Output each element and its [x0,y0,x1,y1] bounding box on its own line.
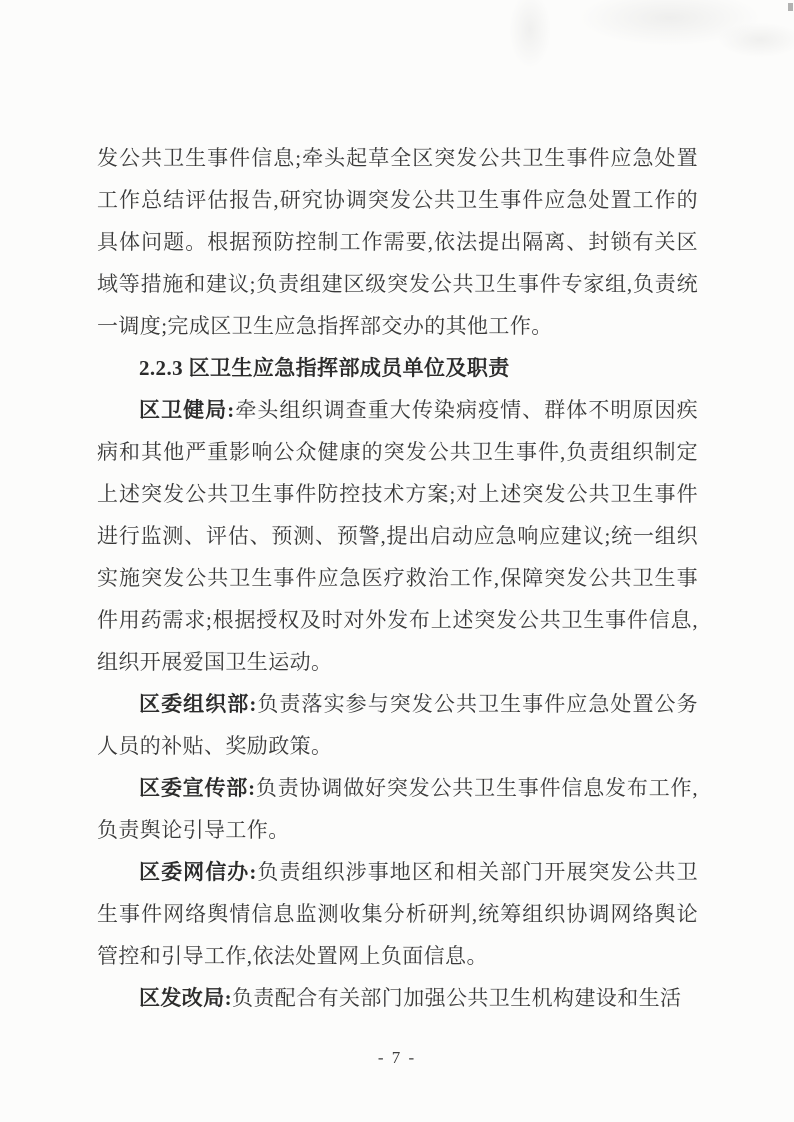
scan-artifact-speck [788,3,793,11]
org-duty-text: 负责组织涉事地区和相关部门开展突发公共卫生事件网络舆情信息监测收集分析研判,统筹组织协调网络舆论管控和引导工作,依法处置网上负面信息。 [97,860,698,968]
org-duty-text: 负责协调做好突发公共卫生事件信息发布工作,负责舆论引导工作。 [97,776,698,842]
paragraph-continuation: 发公共卫生事件信息;牵头起草全区突发公共卫生事件应急处置工作总结评估报告,研究协调突发公共卫生事件应急处置工作的具体问题。根据预防控制工作需要,依法提出隔离、封锁有关区域等措施和建议;负责组建区级突发公共卫生事件专家组,负责统一调度;完成区卫生应急指挥部交办的其他工作。 [97,146,698,338]
org-name-label-zuzhibu: 区委组织部: [139,692,257,716]
org-duty-text: 负责落实参与突发公共卫生事件应急处置公务人员的补贴、奖励政策。 [97,692,698,758]
paragraph-org-duty [97,683,698,767]
page-number: - 7 - [377,1048,417,1067]
org-name-label-fagaiju: 区发改局: [139,986,232,1010]
document-text-block [97,137,698,1019]
org-name-label-wangxinban: 区委网信办: [139,860,257,884]
paragraph-org-duty [97,977,698,1019]
paragraph-org-duty [97,389,698,683]
org-name-label-weijianju: 区卫健局: [139,398,235,422]
org-duty-text: 牵头组织调查重大传染病疫情、群体不明原因疾病和其他严重影响公众健康的突发公共卫生事件,负责组织制定上述突发公共卫生事件防控技术方案;对上述突发公共卫生事件进行监测、评估、预测、预警,提出启动应急响应建议;统一组织实施突发公共卫生事件应急医疗救治工作,保障突发公共卫生事件用药需求;根据授权及时对外发布上述突发公共卫生事件信息,组织开展爱国卫生运动。 [97,398,698,674]
org-duty-text: 负责配合有关部门加强公共卫生机构建设和生活 [232,986,682,1010]
section-heading: 2.2.3 区卫生应急指挥部成员单位及职责 [139,356,510,380]
paragraph-org-duty [97,851,698,977]
org-name-label-xuanchuanbu: 区委宣传部: [139,776,256,800]
paragraph-org-duty [97,767,698,851]
